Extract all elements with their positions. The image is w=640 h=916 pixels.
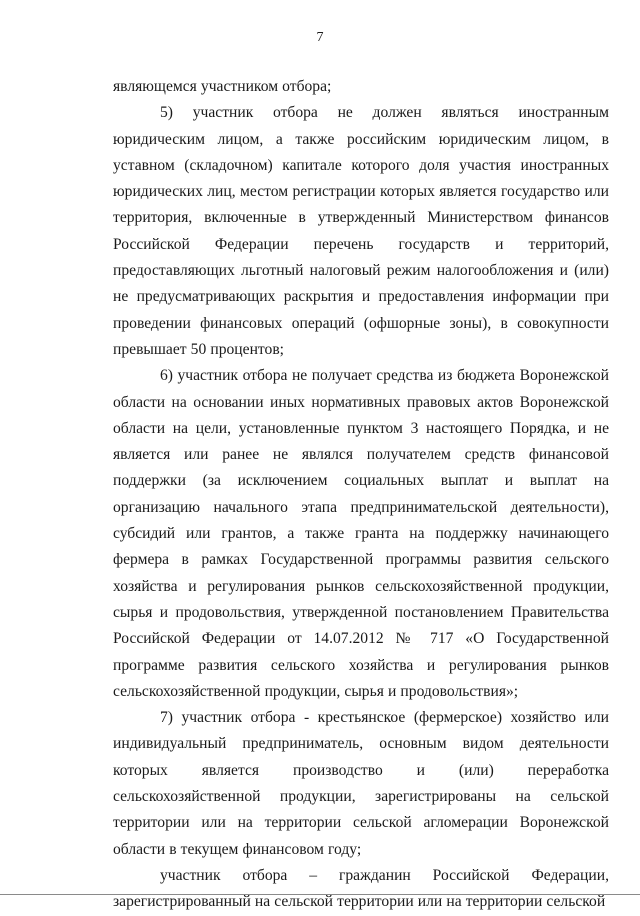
paragraph-continuation: являющемся участником отбора; bbox=[113, 78, 332, 95]
paragraph-item-6: 6) участник отбора не получает средства из бюджета Воронежской области на основании иных нормативных правовых актов Воронежской области на цели, установленные пунктом 3 настоящего Порядка, и не является или ранее не являлся получателем средств финансовой поддержки (за исключением социальных выплат и выплат на организацию начального этапа предпринимательской деятельности), субсидий или грантов, а также гранта на поддержку начинающего фермера в рамках Государственной программы развития сельского хозяйства и регулирования рынков сельскохозяйственной продукции, сырья и продовольствия, утвержденной постановлением Правительства Российской Федерации от 14.07.2012 № 717 «О Государственной программе развития сельского хозяйства и регулирования рынков сельскохозяйственной продукции, сырья и продовольствия»; bbox=[113, 367, 609, 700]
document-body bbox=[113, 74, 609, 916]
bottom-divider bbox=[0, 894, 640, 895]
paragraph-item-5: 5) участник отбора не должен являться иностранным юридическим лицом, а также российским юридическим лицом, в уставном (складочном) капитале которого доля участия иностранных юридических лиц, местом регистрации которых является государство или территория, включенные в утвержденный Министерством финансов Российской Федерации перечень государств и территорий, предоставляющих льготный налоговый режим налогообложения и (или) не предусматривающих раскрытия и предоставления информации при проведении финансовых операций (офшорные зоны), в совокупности превышает 50 процентов; bbox=[113, 104, 609, 358]
paragraph-item-7: 7) участник отбора - крестьянское (фермерское) хозяйство или индивидуальный предприниматель, основным видом деятельности которых является производство и (или) переработка сельскохозяйственной продукции, зарегистрированы на сельской территории или на территории сельской агломерации Воронежской области в текущем финансовом году; bbox=[113, 709, 609, 858]
page-number: 7 bbox=[316, 30, 324, 45]
paragraph-item-7-citizen: участник отбора – гражданин Российской Федерации, зарегистрированный на сельской территории или на территории сельской bbox=[113, 866, 609, 911]
